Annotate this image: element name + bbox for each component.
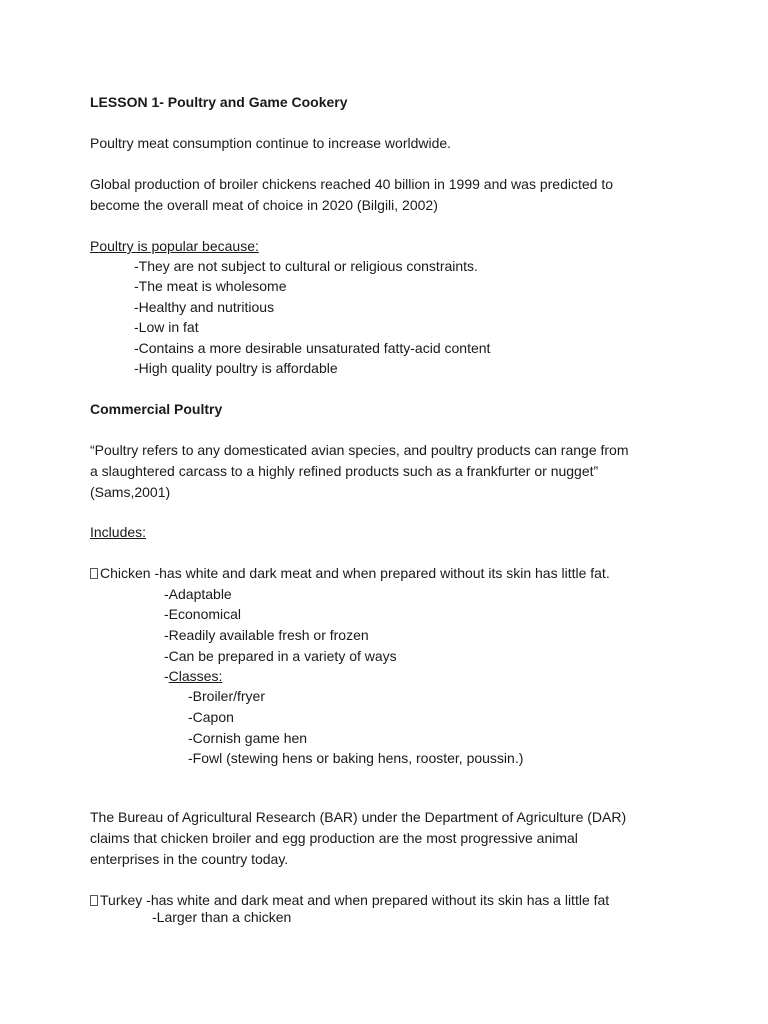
chicken-item: -Can be prepared in a variety of ways <box>164 648 397 664</box>
bar-paragraph-line: claims that chicken broiler and egg production are the most progressive animal <box>90 830 578 846</box>
commercial-heading: Commercial Poultry <box>90 401 223 417</box>
classes-dash: - <box>164 668 169 684</box>
popular-item: -Low in fat <box>134 319 199 335</box>
class-item: -Broiler/fryer <box>188 688 266 704</box>
classes-label: Classes: <box>168 668 223 684</box>
quote-line: a slaughtered carcass to a highly refined products such as a frankfurter or nugget” <box>90 463 599 479</box>
chicken-line <box>90 563 610 583</box>
lesson-title: LESSON 1- Poultry and Game Cookery <box>90 94 348 110</box>
popular-item: -Contains a more desirable unsaturated fatty-acid content <box>134 340 491 356</box>
chicken-text: Chicken -has white and dark meat and when prepared without its skin has little fat. <box>100 565 610 581</box>
popular-item: -High quality poultry is affordable <box>134 360 338 376</box>
includes-label: Includes: <box>90 524 147 540</box>
class-item: -Fowl (stewing hens or baking hens, rooster, poussin.) <box>188 750 524 766</box>
bullet-box-icon <box>90 568 98 579</box>
popular-item: -The meat is wholesome <box>134 278 287 294</box>
chicken-item: -Readily available fresh or frozen <box>164 627 369 643</box>
quote-line: (Sams,2001) <box>90 484 171 500</box>
global-production-line: become the overall meat of choice in 2020 (Bilgili, 2002) <box>90 197 438 213</box>
popular-item: -They are not subject to cultural or religious constraints. <box>134 258 478 274</box>
chicken-item: -Adaptable <box>164 586 232 602</box>
popular-item: -Healthy and nutritious <box>134 299 275 315</box>
class-item: -Capon <box>188 709 234 725</box>
quote-line: “Poultry refers to any domesticated avian species, and poultry products can range from <box>90 442 629 458</box>
global-production-line: Global production of broiler chickens reached 40 billion in 1999 and was predicted to <box>90 176 613 192</box>
bullet-box-icon <box>90 895 98 906</box>
bar-paragraph-line: enterprises in the country today. <box>90 851 289 867</box>
classes-line <box>164 666 222 686</box>
intro-line: Poultry meat consumption continue to increase worldwide. <box>90 135 452 151</box>
chicken-item: -Economical <box>164 606 242 622</box>
turkey-item: -Larger than a chicken <box>152 909 292 925</box>
turkey-text: Turkey -has white and dark meat and when prepared without its skin has a little fat <box>100 892 610 908</box>
popular-heading: Poultry is popular because: <box>90 238 259 254</box>
bar-paragraph-line: The Bureau of Agricultural Research (BAR) under the Department of Agriculture (DAR) <box>90 809 627 825</box>
class-item: -Cornish game hen <box>188 730 308 746</box>
